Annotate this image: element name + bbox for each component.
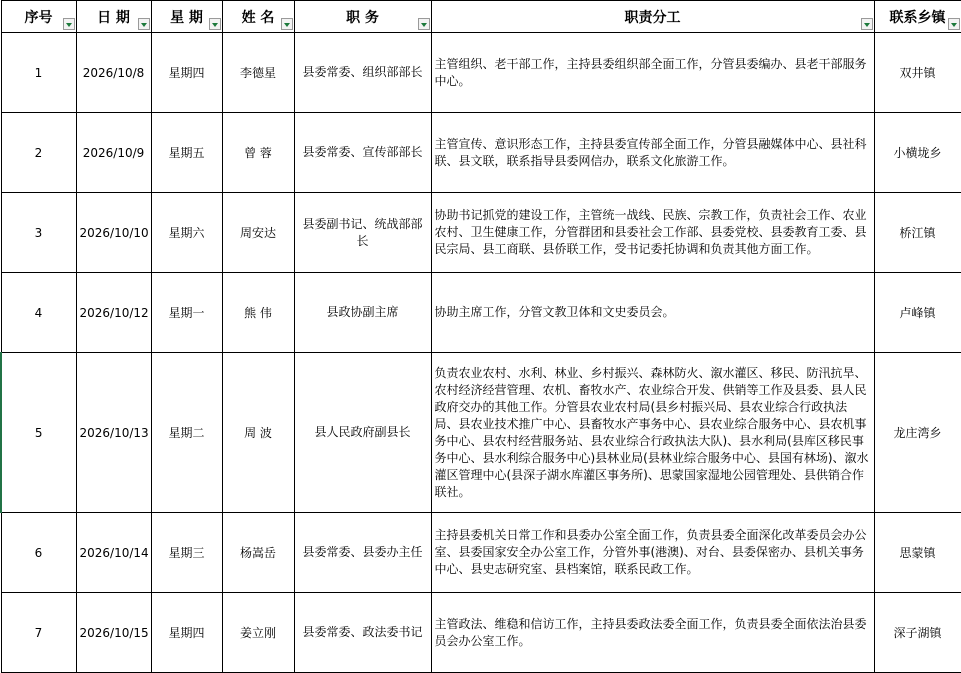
table-row	[1, 113, 961, 193]
cell-name[interactable]: 周 波	[222, 353, 294, 513]
header-position	[294, 1, 431, 33]
table-row	[1, 593, 961, 673]
cell-position[interactable]: 县委常委、组织部部长	[294, 33, 431, 113]
table-row	[1, 273, 961, 353]
cell-position[interactable]: 县委副书记、统战部部长	[294, 193, 431, 273]
cell-position[interactable]: 县委常委、县委办主任	[294, 513, 431, 593]
cell-duties[interactable]: 主持县委机关日常工作和县委办公室全面工作，负责县委全面深化改革委员会办公室、县委国家安全办公室工作，分管外事(港澳)、对台、县委保密办、县机关事务中心、县史志研究室、县档案馆，联系民政工作。	[431, 513, 874, 593]
cell-seq[interactable]: 7	[1, 593, 76, 673]
header-row	[1, 1, 961, 33]
cell-date[interactable]: 2026/10/10	[76, 193, 151, 273]
cell-seq[interactable]: 5	[1, 353, 76, 513]
cell-date[interactable]: 2026/10/9	[76, 113, 151, 193]
cell-weekday[interactable]: 星期一	[151, 273, 222, 353]
cell-name[interactable]: 曾 蓉	[222, 113, 294, 193]
cell-weekday[interactable]: 星期四	[151, 593, 222, 673]
cell-weekday[interactable]: 星期三	[151, 513, 222, 593]
header-duties	[431, 1, 874, 33]
cell-duties[interactable]: 协助书记抓党的建设工作，主管统一战线、民族、宗教工作，负责社会工作、农业农村、卫生健康工作，分管群团和县委社会工作部、县委党校、县委教育工委、县民宗局、县工商联、县侨联工作，受书记委托协调和负责其他方面工作。	[431, 193, 874, 273]
filter-dropdown-icon[interactable]	[861, 18, 873, 30]
filter-dropdown-icon[interactable]	[418, 18, 430, 30]
header-name-label: 姓 名	[241, 9, 275, 26]
header-weekday-label: 星 期	[170, 9, 203, 26]
cell-seq[interactable]: 2	[1, 113, 76, 193]
cell-township[interactable]: 双井镇	[874, 33, 961, 113]
cell-date[interactable]: 2026/10/8	[76, 33, 151, 113]
cell-date[interactable]: 2026/10/15	[76, 593, 151, 673]
cell-position[interactable]: 县人民政府副县长	[294, 353, 431, 513]
cell-duties[interactable]: 主管宣传、意识形态工作，主持县委宣传部全面工作，分管县融媒体中心、县社科联、县文联，联系指导县委网信办，联系文化旅游工作。	[431, 113, 874, 193]
cell-date[interactable]: 2026/10/13	[76, 353, 151, 513]
cell-duties[interactable]: 协助主席工作，分管文教卫体和文史委员会。	[431, 273, 874, 353]
cell-township[interactable]: 桥江镇	[874, 193, 961, 273]
filter-dropdown-icon[interactable]	[948, 18, 960, 30]
cell-weekday[interactable]: 星期六	[151, 193, 222, 273]
cell-township[interactable]: 龙庄湾乡	[874, 353, 961, 513]
cell-weekday[interactable]: 星期四	[151, 33, 222, 113]
table-row	[1, 513, 961, 593]
cell-date[interactable]: 2026/10/14	[76, 513, 151, 593]
header-township-label: 联系乡镇	[889, 9, 946, 26]
cell-duties[interactable]: 主管政法、维稳和信访工作，主持县委政法委全面工作，负责县委全面依法治县委员会办公室工作。	[431, 593, 874, 673]
header-weekday	[151, 1, 222, 33]
header-position-label: 职 务	[346, 9, 379, 26]
cell-name[interactable]: 姜立刚	[222, 593, 294, 673]
cell-weekday[interactable]: 星期五	[151, 113, 222, 193]
cell-date[interactable]: 2026/10/12	[76, 273, 151, 353]
header-township	[874, 1, 961, 33]
table-row	[1, 193, 961, 273]
filter-dropdown-icon[interactable]	[281, 18, 293, 30]
cell-seq[interactable]: 4	[1, 273, 76, 353]
filter-dropdown-icon[interactable]	[63, 18, 75, 30]
cell-township[interactable]: 卢峰镇	[874, 273, 961, 353]
cell-duties[interactable]: 主管组织、老干部工作，主持县委组织部全面工作，分管县委编办、县老干部服务中心。	[431, 33, 874, 113]
header-date	[76, 1, 151, 33]
cell-township[interactable]: 小横垅乡	[874, 113, 961, 193]
cell-seq[interactable]: 1	[1, 33, 76, 113]
cell-name[interactable]: 熊 伟	[222, 273, 294, 353]
header-seq-label: 序号	[24, 9, 53, 26]
cell-duties[interactable]: 负责农业农村、水利、林业、乡村振兴、森林防火、溆水灌区、移民、防汛抗旱、农村经济经营管理、农机、畜牧水产、农业综合开发、供销等工作及县委、县人民政府交办的其他工作。分管县农业农村局(县乡村振兴局、县农业综合行政执法局、县农业技术推广中心、县畜牧水产事务中心、县农业综合服务中心、县农机事务中心、县农村经营服务站、县农业综合行政执法大队)、县水利局(县库区移民事务中心、县水利综合服务中心)县林业局(县林业综合服务中心、县国有林场)、溆水灌区管理中心(县深子湖水库灌区事务所)、思蒙国家湿地公园管理处、县供销合作联社。	[431, 353, 874, 513]
cell-township[interactable]: 思蒙镇	[874, 513, 961, 593]
cell-township[interactable]: 深子湖镇	[874, 593, 961, 673]
cell-weekday[interactable]: 星期二	[151, 353, 222, 513]
filter-dropdown-icon[interactable]	[209, 18, 221, 30]
cell-name[interactable]: 杨嵩岳	[222, 513, 294, 593]
cell-name[interactable]: 李德星	[222, 33, 294, 113]
header-duties-label: 职责分工	[624, 9, 681, 26]
filter-dropdown-icon[interactable]	[138, 18, 150, 30]
cell-position[interactable]: 县委常委、政法委书记	[294, 593, 431, 673]
cell-seq[interactable]: 6	[1, 513, 76, 593]
cell-position[interactable]: 县政协副主席	[294, 273, 431, 353]
header-seq	[1, 1, 76, 33]
cell-position[interactable]: 县委常委、宣传部部长	[294, 113, 431, 193]
header-name	[222, 1, 294, 33]
cell-seq[interactable]: 3	[1, 193, 76, 273]
table-row	[1, 353, 961, 513]
header-date-label: 日 期	[97, 9, 130, 26]
cell-name[interactable]: 周安达	[222, 193, 294, 273]
table-row	[1, 33, 961, 113]
